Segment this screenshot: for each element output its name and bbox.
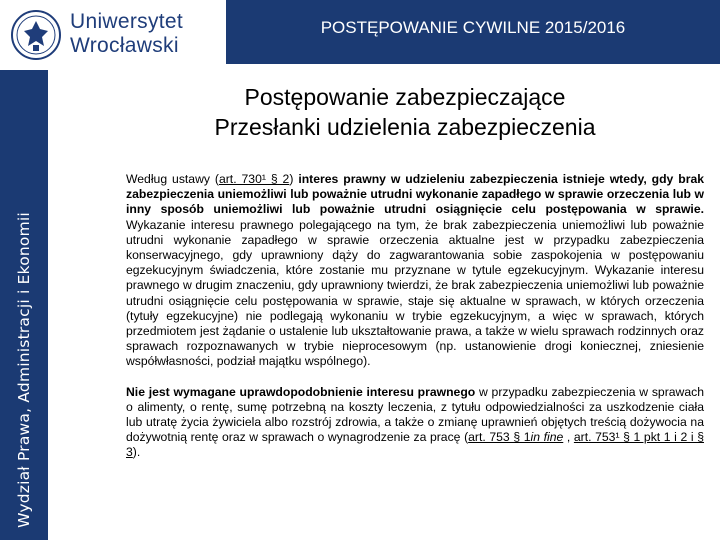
slide-title-line2: Przesłanki udzielenia zabezpieczenia [214,114,596,140]
course-title: POSTĘPOWANIE CYWILNE 2015/2016 [320,18,626,37]
paragraph-2 [126,385,704,461]
header-band [226,0,720,64]
para2-end: ). [132,445,141,460]
para2-bold: Nie jest wymagane uprawdopodobnienie interesu prawnego [126,384,476,399]
para1-rest: Wykazanie interesu prawnego polegającego na tym, że brak zabezpieczenia uniemożliwi lub poważnie utrudni wykonanie zapadłego w sprawie orzeczenia aktualne jest w przypadku zabezpieczenia konserwacyjnego, gdy uprawniony dąży do zagwarantowania sobie zaspokojenia w postępowaniu egzekucyjnym świadczenia, które zostanie mu przyznane w tytule egzekucyjnym. Wykazanie interesu prawnego w drugim znaczeniu, gdy uprawniony twierdzi, że brak zabezpieczenia uniemożliwi lub poważnie utrudni osiągnięcie celu postępowania w sprawie, staje się aktualne w sprawach, w których orzeczenia (tytuły egzekucyjne) nie podlegają wykonaniu w trybie egzekucyjnym, a więc w sprawach, których przedmiotem jest żądanie o ustalenie lub ukształtowanie prawa, a także w wielu sprawach rodzinnych oraz sprawach rozpoznawanych w trybie nieprocesowym (np. ustanowienie drogi koniecznej, zniesienie współwłasności, podział majątku wspólnego). [126,217,704,369]
statute-link-art-7531[interactable]: art. 753¹ § 1 pkt 1 i 2 i § 3 [126,430,704,460]
para2-rest: w przypadku zabezpieczenia w sprawach o alimenty, o rentę, sumę potrzebną na koszty leczenia, z tytułu odpowiedzialności za uszkodzenie ciała lub utratę życia żywiciela albo rozstrój zdrowia, a także o zmianę uprawnień objętych treścią dożywocia na dożywotnią rentę oraz w sprawach o wynagrodzenie za pracę ( [126,384,704,445]
link1-italic: in fine [530,430,564,445]
university-crest-icon [10,9,62,61]
para1-intro: Według ustawy ( [126,172,219,186]
university-name-line2: Wrocławski [70,34,179,57]
university-name-line1: Uniwersytet [70,10,183,33]
para2-sep: , [563,430,574,445]
slide-content [126,172,704,476]
statute-link-art-730[interactable]: art. 730¹ § 2 [218,172,290,186]
slide-title [110,82,700,142]
university-logo [8,6,198,62]
university-name [70,10,183,58]
statute-link-art-753[interactable] [468,430,563,444]
link1-text: art. 753 § 1 [468,430,531,445]
slide-title-line1: Postępowanie zabezpieczające [244,84,566,110]
para1-bold: interes prawny w udzieleniu zabezpieczenia istnieje wtedy, gdy brak zabezpieczenia uniemożliwi lub poważnie utrudni wykonanie zapadłego w sprawie orzeczenia lub w inny sposób uniemożliwi lub poważnie utrudni osiągnięcie celu postępowania w sprawie. [126,172,704,217]
top-bar [0,0,720,70]
faculty-name: Wydział Prawa, Administracji i Ekonomii [15,212,33,528]
para1-after-link: ) [289,172,299,186]
paragraph-1 [126,172,704,370]
sidebar-band [0,70,48,540]
